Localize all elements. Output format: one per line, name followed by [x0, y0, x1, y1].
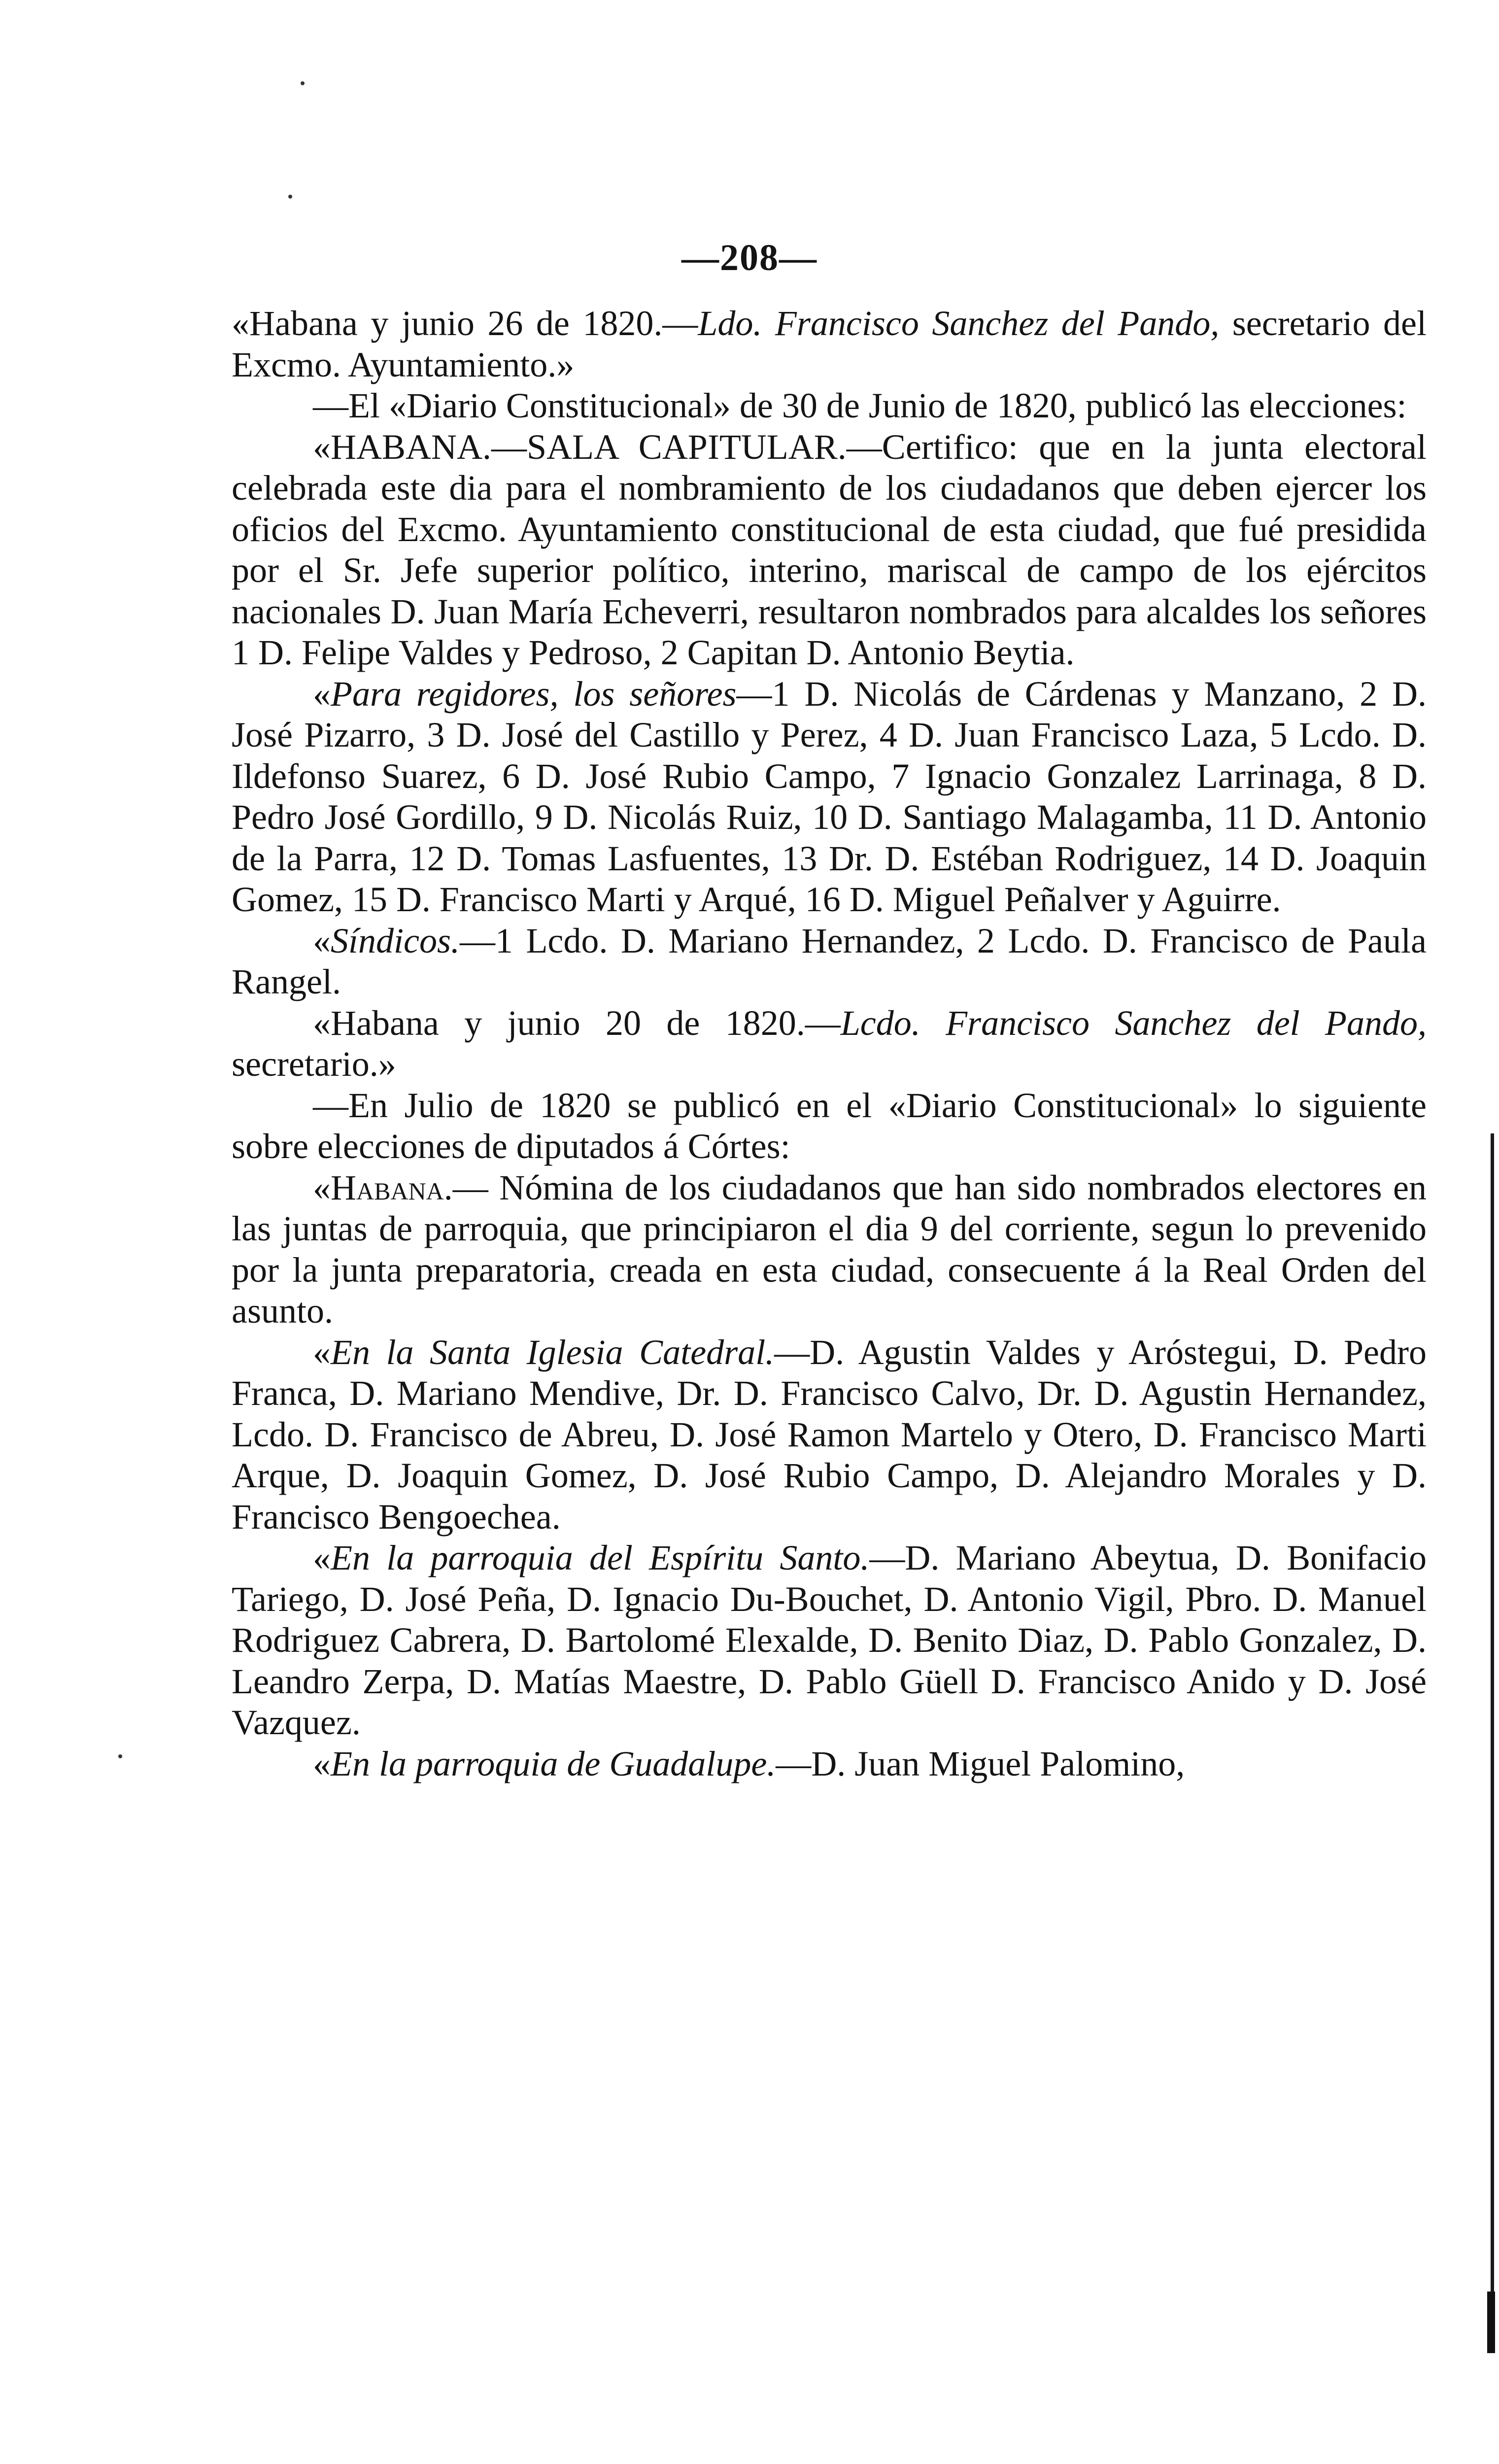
- paragraph-11: [232, 1744, 1427, 1785]
- signature-italic: Ldo. Francisco Sanchez del Pando,: [698, 304, 1220, 343]
- text-run: —D. Mariano Abeytua, D. Bonifacio Tariego, D. José Peña, D. Ignacio Du-Bouchet, D. Antonio Vigil, Pbro. D. Manuel Rodriguez Cabrera, D. Bartolomé Elexalde, D. Benito Diaz, D. Pablo Gonzalez, D. Leandro Zerpa, D. Matías Maestre, D. Pablo Güell D. Francisco Anido y D. José Vazquez.: [232, 1538, 1427, 1742]
- section-heading-italic: Para regidores, los señores: [331, 674, 737, 714]
- text-run: —D. Agustin Valdes y Aróstegui, D. Pedro Franca, D. Mariano Mendive, Dr. D. Francisco Calvo, Dr. D. Agustin Hernandez, Lcdo. D. Francisco de Abreu, D. José Ramon Martelo y Otero, D. Francisco Marti Arque, D. Joaquin Gomez, D. José Rubio Campo, D. Alejandro Morales y D. Francisco Bengoechea.: [232, 1332, 1427, 1537]
- scan-speck: [118, 1754, 122, 1758]
- text-run: «: [313, 1167, 331, 1207]
- paragraph-6: [232, 1003, 1427, 1085]
- paragraph-2: [232, 385, 1427, 427]
- section-heading-italic: En la Santa Iglesia Catedral.: [331, 1332, 775, 1372]
- place-name-smallcaps: Habana: [331, 1167, 444, 1207]
- text-run: secretario.»: [232, 1044, 396, 1084]
- paragraph-10: [232, 1538, 1427, 1744]
- paragraph-4: [232, 674, 1427, 921]
- text-run: «: [313, 921, 331, 960]
- scan-speck: [301, 81, 305, 85]
- text-run: «: [313, 1744, 331, 1783]
- text-run: «: [313, 674, 331, 714]
- text-run: —1 Lcdo. D. Mariano Hernandez, 2 Lcdo. D. Francisco de Paula Rangel.: [232, 921, 1427, 1001]
- paragraph-9: [232, 1332, 1427, 1538]
- page-number: —208—: [681, 237, 818, 278]
- text-run: —El «Diario Constitucional» de 30 de Junio de 1820, publicó las elecciones:: [313, 386, 1407, 425]
- text-run: «: [313, 1538, 331, 1577]
- scan-speck: [288, 195, 292, 199]
- paragraph-5: [232, 921, 1427, 1003]
- page-edge-mark: [1487, 2292, 1495, 2353]
- signature-italic: Lcdo. Francisco Sanchez del Pando,: [840, 1003, 1427, 1043]
- paragraph-3: [232, 427, 1427, 674]
- body-text: [232, 303, 1427, 1784]
- section-heading-italic: En la parroquia de Guadalupe.: [331, 1744, 776, 1783]
- page-edge-rule: [1491, 1133, 1494, 2351]
- section-heading-italic: En la parroquia del Espíritu Santo.: [331, 1538, 870, 1577]
- paragraph-7: [232, 1085, 1427, 1167]
- paragraph-8: [232, 1167, 1427, 1332]
- text-run: «: [313, 1332, 331, 1372]
- text-run: «HABANA.—SALA CAPITULAR.—Certifico: que en la junta electoral celebrada este dia para el nombramiento de los ciudadanos que deben ejercer los oficios del Excmo. Ayuntamiento constitucional de esta ciudad, que fué presidida por el Sr. Jefe superior político, interino, mariscal de campo de los ejércitos nacionales D. Juan María Echeverri, resultaron nombrados para alcaldes los señores 1 D. Felipe Valdes y Pedroso, 2 Capitan D. Antonio Beytia.: [232, 427, 1427, 672]
- text-run: —En Julio de 1820 se publicó en el «Diario Constitucional» lo siguiente sobre elecciones de diputados á Córtes:: [232, 1085, 1427, 1166]
- text-run: «Habana y junio 26 de 1820.—: [232, 304, 698, 343]
- paragraph-1: [232, 303, 1427, 385]
- text-run: «Habana y junio 20 de 1820.—: [313, 1003, 841, 1043]
- section-heading-italic: Síndicos.: [331, 921, 460, 960]
- text-run: secretario del Excmo. Ayuntamiento.»: [232, 304, 1427, 384]
- text-run: —1 D. Nicolás de Cárdenas y Manzano, 2 D. José Pizarro, 3 D. José del Castillo y Perez, 4 D. Juan Francisco Laza, 5 Lcdo. D. Ildefonso Suarez, 6 D. José Rubio Campo, 7 Ignacio Gonzalez Larrinaga, 8 D. Pedro José Gordillo, 9 D. Nicolás Ruiz, 10 D. Santiago Malagamba, 11 D. Antonio de la Parra, 12 D. Tomas Lasfuentes, 13 Dr. D. Estéban Rodriguez, 14 D. Joaquin Gomez, 15 D. Francisco Marti y Arqué, 16 D. Miguel Peñalver y Aguirre.: [232, 674, 1427, 919]
- text-run: —D. Juan Miguel Palomino,: [776, 1744, 1185, 1783]
- text-run: .— Nómina de los ciudadanos que han sido nombrados electores en las juntas de parroquia, que principiaron el dia 9 del corriente, segun lo prevenido por la junta preparatoria, creada en esta ciudad, consecuente á la Real Orden del asunto.: [232, 1167, 1427, 1331]
